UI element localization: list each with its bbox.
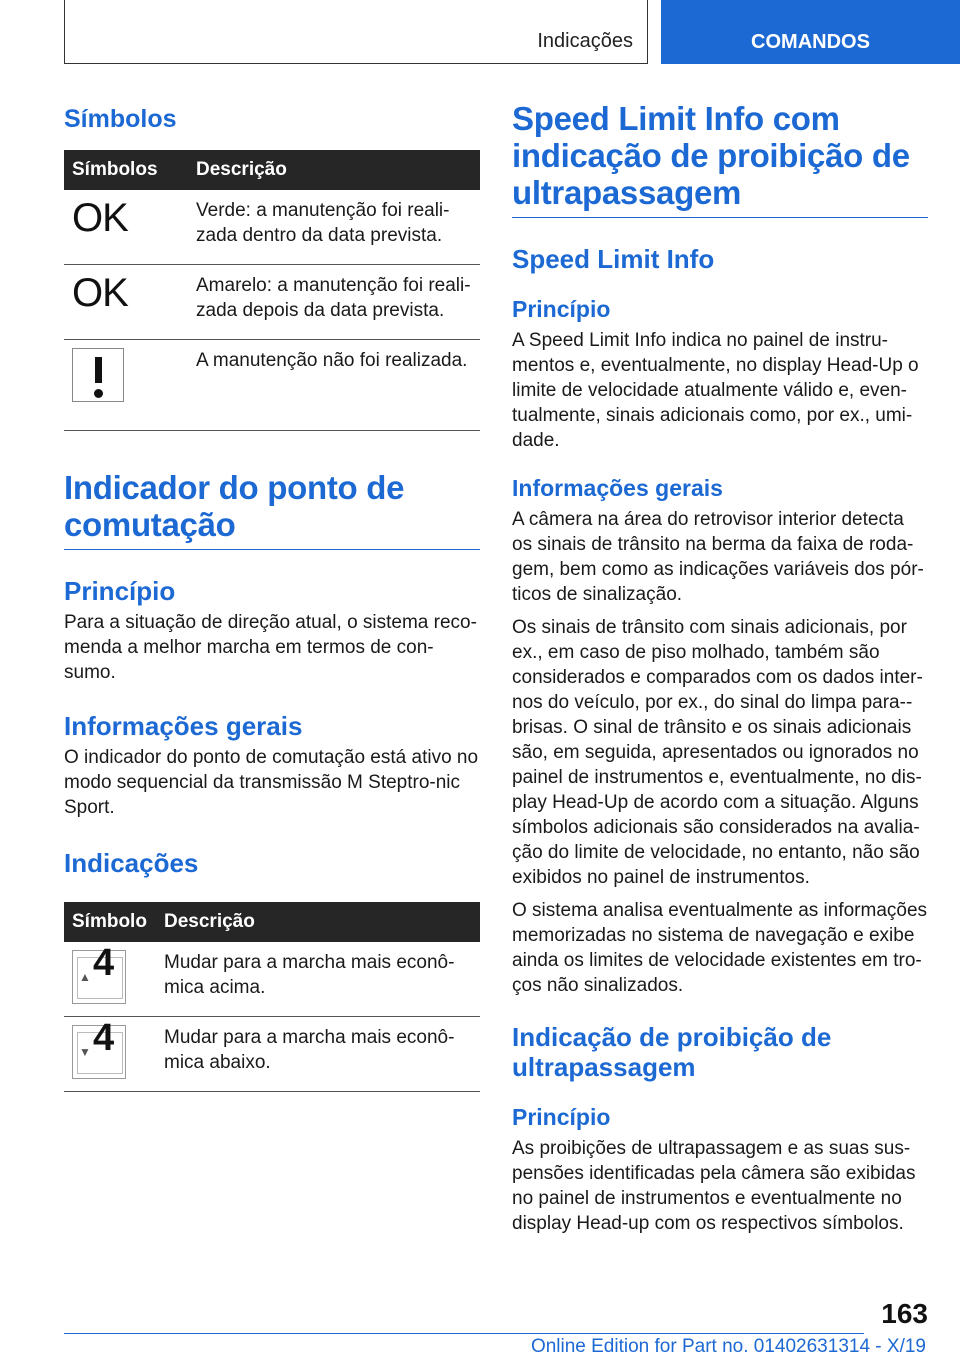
gerais-paragraph-2: Os sinais de trânsito com sinais adicionais, por ex., em caso de piso molhado, também são considerados e comparados com os dados inter-nos do veículo, por ex., do sinal do limpa para--brisas. O sinal de trânsito e os sinais adicionais são, em seguida, apresentados ou ignorados no painel de instrumentos e, eventualmente, no dis-play Head-Up de acordo com a situação. Alguns símbolos adicionais são considerados na avalia-ção do limite de velocidade, no entanto, não são exibidos no painel de instrumentos. bbox=[512, 617, 923, 888]
gerais-paragraph-1: A câmera na área do retrovisor interior detecta os sinais de trânsito na berma da faixa de roda-gem, bem como as indicações variáveis dos pór-ticos de sinalização. bbox=[512, 509, 924, 605]
section-title: Indicações bbox=[537, 30, 633, 52]
col-header-symbol: Símbolo bbox=[64, 902, 156, 942]
footer-rule bbox=[64, 1333, 864, 1334]
table-row bbox=[64, 265, 480, 340]
page-number: 163 bbox=[881, 1298, 928, 1329]
right-column bbox=[512, 100, 928, 1236]
row-description: Verde: a manutenção foi reali-zada dentro da data prevista. bbox=[188, 190, 480, 265]
sli-title-block bbox=[512, 100, 928, 218]
col-header-symbols: Símbolos bbox=[64, 150, 188, 190]
row-description: A manutenção não foi realizada. bbox=[188, 340, 480, 431]
table-header-row bbox=[64, 150, 480, 190]
edition-footer: Online Edition for Part no. 01402631314 - X/19 bbox=[530, 1336, 926, 1357]
shift-indicator-title: Indicador do ponto de comutação bbox=[64, 469, 405, 543]
gerais-heading: Informações gerais bbox=[64, 711, 303, 741]
proibicao-principio-heading: Princípio bbox=[512, 1104, 611, 1130]
symbols-table bbox=[64, 150, 480, 431]
gerais-paragraph-3: O sistema analisa eventualmente as informações memorizadas no sistema de navegação e exibe ainda os limites de velocidade existentes em tro-ços não sinalizados. bbox=[512, 900, 928, 996]
shift-section-title-block bbox=[64, 469, 480, 550]
proibicao-text: As proibições de ultrapassagem e as suas sus-pensões identificadas pela câmera são exibidas no painel de instrumentos e eventualmente no display Head-up com os respectivos símbolos. bbox=[512, 1138, 916, 1234]
principio-text: Para a situação de direção atual, o sistema reco-menda a melhor marcha em termos de con-sumo. bbox=[64, 612, 477, 683]
gear-up-icon: ▲ 4 bbox=[72, 950, 126, 1004]
principio-heading: Princípio bbox=[512, 296, 611, 322]
ok-green-icon: OK bbox=[72, 196, 128, 240]
sli-main-title: Speed Limit Info com indicação de proibição de ultrapassagem bbox=[512, 100, 910, 211]
row-description: Amarelo: a manutenção foi reali-zada depois da data prevista. bbox=[188, 265, 480, 340]
row-description: Mudar para a marcha mais econô-mica abaixo. bbox=[156, 1017, 480, 1092]
table-row bbox=[64, 942, 480, 1017]
left-column bbox=[64, 100, 480, 1092]
col-header-description: Descrição bbox=[188, 150, 480, 190]
principio-text: A Speed Limit Info indica no painel de instru-mentos e, eventualmente, no display Head-Up o limite de velocidade atualmente válido e, even-tualmente, sinais adicionais como, por ex., umi-dade. bbox=[512, 330, 919, 451]
ok-yellow-icon: OK bbox=[72, 271, 128, 315]
table-row bbox=[64, 1017, 480, 1092]
gerais-heading: Informações gerais bbox=[512, 475, 723, 501]
proibicao-heading: Indicação de proibição de ultrapassagem bbox=[512, 1022, 832, 1082]
col-header-description: Descrição bbox=[156, 902, 480, 942]
principio-heading: Princípio bbox=[64, 576, 176, 606]
indicacoes-table bbox=[64, 902, 480, 1092]
sli-heading: Speed Limit Info bbox=[512, 244, 715, 274]
table-header-row bbox=[64, 902, 480, 942]
table-row bbox=[64, 190, 480, 265]
gerais-text: O indicador do ponto de comutação está ativo no modo sequencial da transmissão M Steptro-nic Sport. bbox=[64, 747, 479, 818]
header-box bbox=[64, 0, 648, 64]
table-row bbox=[64, 340, 480, 431]
chapter-tab[interactable]: COMANDOS bbox=[661, 0, 960, 64]
indicacoes-heading: Indicações bbox=[64, 848, 199, 878]
symbols-heading: Símbolos bbox=[64, 105, 177, 133]
row-description: Mudar para a marcha mais econô-mica acima. bbox=[156, 942, 480, 1017]
gear-down-icon: ▼ 4 bbox=[72, 1025, 126, 1079]
warning-exclamation-icon bbox=[72, 348, 124, 402]
